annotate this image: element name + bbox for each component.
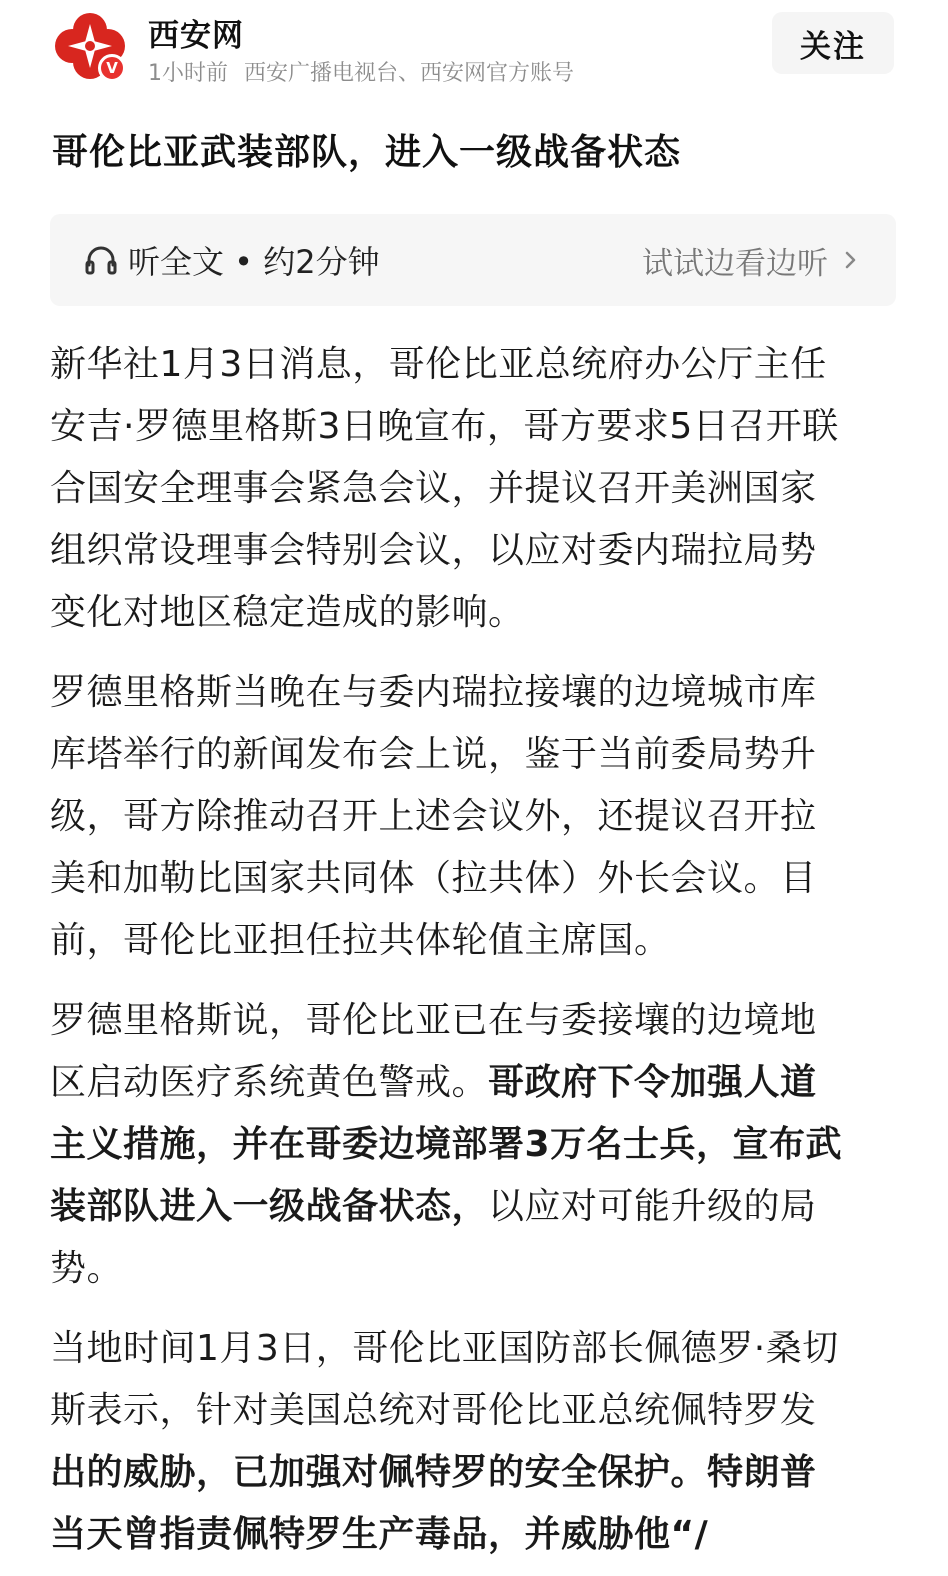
text-line: 变化对地区稳定造成的影响。 [50, 592, 525, 633]
text-line: 组织常设理事会特别会议，以应对委内瑞拉局势 [50, 530, 817, 571]
text-line: 美和加勒比国家共同体（拉共体）外长会议。目 [50, 858, 817, 899]
bold-text: 装部队进入一级战备状态， [50, 1186, 489, 1227]
text-line: 前，哥伦比亚担任拉共体轮值主席国。 [50, 920, 671, 961]
text-line: 当地时间1月3日，哥伦比亚国防部长佩德罗·桑切 [50, 1328, 839, 1369]
text-line: 区启动医疗系统黄色警戒。 [50, 1062, 489, 1103]
text-line: 级，哥方除推动召开上述会议外，还提议召开拉 [50, 796, 817, 837]
paragraph-1 [50, 334, 910, 644]
post-meta [148, 56, 574, 87]
listen-bar[interactable] [50, 214, 896, 306]
text-line: 以应对可能升级的局 [488, 1186, 817, 1227]
paragraph-2 [50, 662, 910, 972]
paragraph-4 [50, 1318, 910, 1566]
listen-full-text[interactable] [84, 214, 380, 306]
text-line: 势。 [50, 1248, 124, 1289]
article-header [0, 0, 948, 100]
headphone-icon [84, 243, 118, 277]
text-line: 罗德里格斯说，哥伦比亚已在与委接壤的边境地 [50, 1000, 817, 1041]
post-time: 1小时前 [148, 61, 228, 86]
text-line: 合国安全理事会紧急会议，并提议召开美洲国家 [50, 468, 817, 509]
bold-text: 出的威胁，已加强对佩特罗的安全保护。特朗普 [50, 1452, 817, 1493]
try-label: 试试边看边听 [642, 245, 828, 282]
try-watch-listen-link[interactable] [642, 214, 860, 306]
verified-badge: V [98, 54, 126, 82]
listen-label: 听全文 • 约2分钟 [128, 243, 380, 281]
text-line: 罗德里格斯当晚在与委内瑞拉接壤的边境城市库 [50, 672, 817, 713]
text-line: 安吉·罗德里格斯3日晚宣布，哥方要求5日召开联 [50, 406, 839, 447]
account-name[interactable]: 西安网 [148, 18, 244, 54]
article-body [50, 334, 910, 1566]
bold-text: 当天曾指责佩特罗生产毒品，并威胁他“/ [50, 1514, 709, 1555]
article-title: 哥伦比亚武装部队，进入一级战备状态 [52, 132, 682, 173]
text-line: 库塔举行的新闻发布会上说，鉴于当前委局势升 [50, 734, 817, 775]
paragraph-3 [50, 990, 910, 1300]
account-description: 西安广播电视台、西安网官方账号 [244, 61, 575, 86]
bold-text: 主义措施，并在哥委边境部署3万名士兵，宣布武 [50, 1124, 843, 1165]
text-line: 斯表示，针对美国总统对哥伦比亚总统佩特罗发 [50, 1390, 817, 1431]
bold-text: 哥政府下令加强人道 [488, 1062, 817, 1103]
chevron-right-icon [842, 246, 860, 274]
follow-button[interactable]: 关注 [772, 12, 894, 74]
text-line: 新华社1月3日消息，哥伦比亚总统府办公厅主任 [50, 344, 827, 385]
